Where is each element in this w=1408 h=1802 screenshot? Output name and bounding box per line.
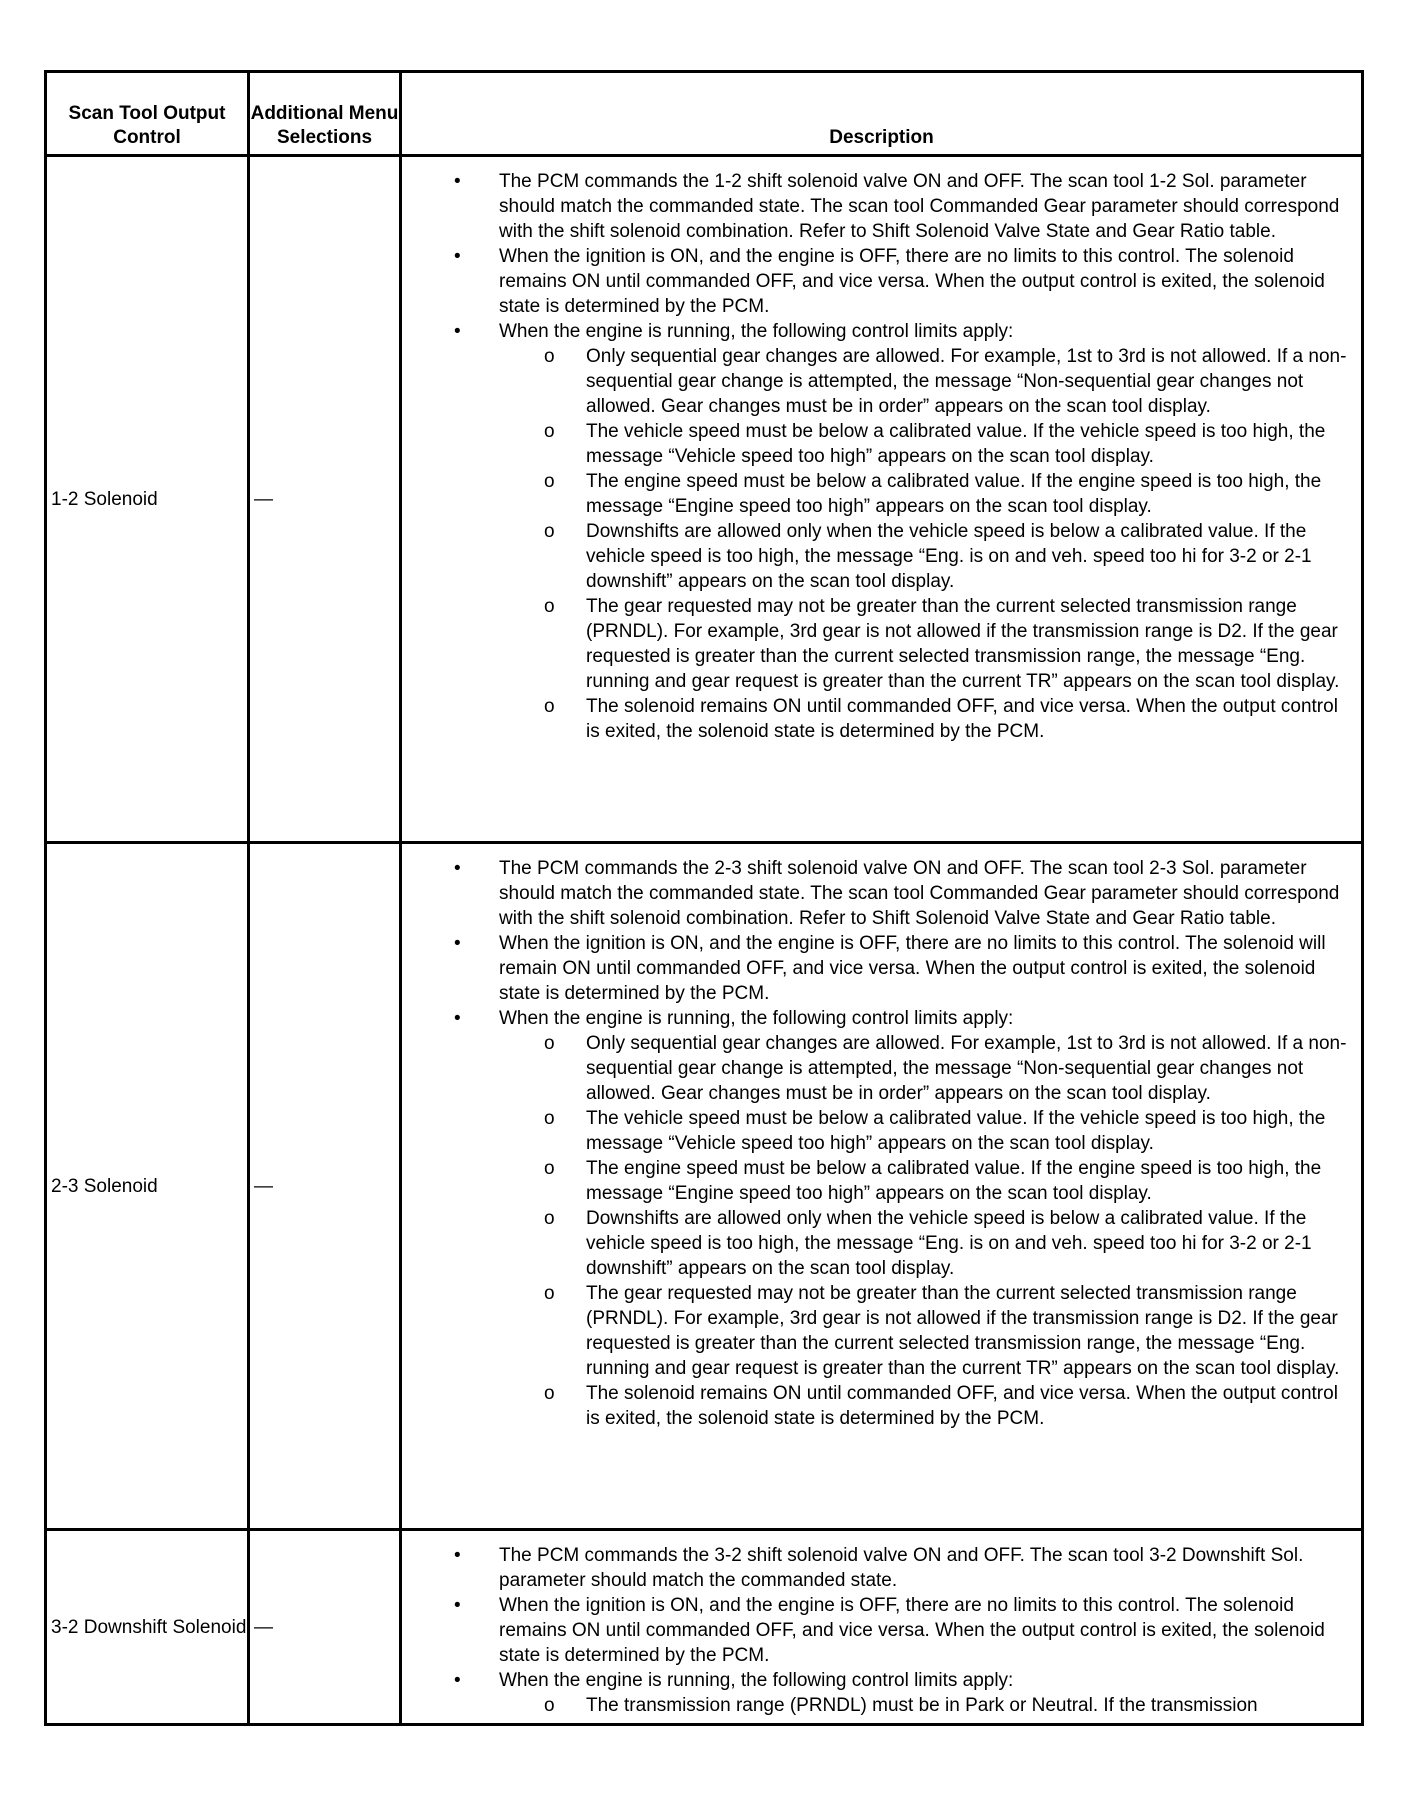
bullet-item xyxy=(402,1006,1353,1431)
sub-bullet-item: o The vehicle speed must be below a calibrated value. If the vehicle speed is too high, the message “Vehicle speed too high” appears on the scan tool display. xyxy=(402,1106,1353,1156)
sub-bullet-item: o The gear requested may not be greater than the current selected transmission range (PRNDL). For example, 3rd gear is not allowed if the transmission range is D2. If the gear requested is greater than the current selected transmission range, the message “Eng. running and gear request is greater than the current TR” appears on the scan tool display. xyxy=(402,1281,1353,1381)
row-description xyxy=(401,843,1363,1530)
row-description xyxy=(401,156,1363,843)
bullet-item: • When the ignition is ON, and the engine is OFF, there are no limits to this control. The solenoid remains ON until commanded OFF, and vice versa. When the output control is exited, the solenoid state is determined by the PCM. xyxy=(402,244,1353,319)
sub-bullet-item: o The transmission range (PRNDL) must be in Park or Neutral. If the transmission xyxy=(402,1693,1353,1718)
sub-bullet-item: o The solenoid remains ON until commanded OFF, and vice versa. When the output control is exited, the solenoid state is determined by the PCM. xyxy=(402,1381,1353,1431)
bullet-text: When the engine is running, the following control limits apply: xyxy=(499,1008,1014,1029)
sub-bullet-item: o The solenoid remains ON until commanded OFF, and vice versa. When the output control is exited, the solenoid state is determined by the PCM. xyxy=(402,694,1353,744)
table-row xyxy=(46,1530,1363,1725)
sub-bullet-item: o The gear requested may not be greater than the current selected transmission range (PRNDL). For example, 3rd gear is not allowed if the transmission range is D2. If the gear requested is greater than the current selected transmission range, the message “Eng. running and gear request is greater than the current TR” appears on the scan tool display. xyxy=(402,594,1353,694)
row-menu: — xyxy=(249,156,401,843)
bullet-item: • When the ignition is ON, and the engine is OFF, there are no limits to this control. The solenoid remains ON until commanded OFF, and vice versa. When the output control is exited, the solenoid state is determined by the PCM. xyxy=(402,1593,1353,1668)
row-description xyxy=(401,1530,1363,1725)
header-output-control: Scan Tool Output Control xyxy=(46,72,249,156)
sub-bullet-item: o The engine speed must be below a calibrated value. If the engine speed is too high, the message “Engine speed too high” appears on the scan tool display. xyxy=(402,469,1353,519)
sub-bullet-item: o The vehicle speed must be below a calibrated value. If the vehicle speed is too high, the message “Vehicle speed too high” appears on the scan tool display. xyxy=(402,419,1353,469)
table-row xyxy=(46,843,1363,1530)
header-menu-selections: Additional Menu Selections xyxy=(249,72,401,156)
row-menu: — xyxy=(249,1530,401,1725)
sub-bullet-item: o Only sequential gear changes are allowed. For example, 1st to 3rd is not allowed. If a non-sequential gear change is attempted, the message “Non-sequential gear changes not allowed. Gear changes must be in order” appears on the scan tool display. xyxy=(402,1031,1353,1106)
row-name: 2-3 Solenoid xyxy=(46,843,249,1530)
bullet-text: When the engine is running, the following control limits apply: xyxy=(499,321,1014,342)
bullet-item: • The PCM commands the 1-2 shift solenoid valve ON and OFF. The scan tool 1-2 Sol. parameter should match the commanded state. The scan tool Commanded Gear parameter should correspond with the shift solenoid combination. Refer to Shift Solenoid Valve State and Gear Ratio table. xyxy=(402,169,1353,244)
row-name: 1-2 Solenoid xyxy=(46,156,249,843)
bullet-item: • When the ignition is ON, and the engine is OFF, there are no limits to this control. The solenoid will remain ON until commanded OFF, and vice versa. When the output control is exited, the solenoid state is determined by the PCM. xyxy=(402,931,1353,1006)
bullet-item xyxy=(402,319,1353,744)
sub-bullet-item: o Only sequential gear changes are allowed. For example, 1st to 3rd is not allowed. If a non-sequential gear change is attempted, the message “Non-sequential gear changes not allowed. Gear changes must be in order” appears on the scan tool display. xyxy=(402,344,1353,419)
table-row xyxy=(46,156,1363,843)
sub-bullet-item: o Downshifts are allowed only when the vehicle speed is below a calibrated value. If the vehicle speed is too high, the message “Eng. is on and veh. speed too hi for 3-2 or 2-1 downshift” appears on the scan tool display. xyxy=(402,519,1353,594)
sub-bullet-item: o Downshifts are allowed only when the vehicle speed is below a calibrated value. If the vehicle speed is too high, the message “Eng. is on and veh. speed too hi for 3-2 or 2-1 downshift” appears on the scan tool display. xyxy=(402,1206,1353,1281)
bullet-item xyxy=(402,1668,1353,1718)
bullet-item: • The PCM commands the 2-3 shift solenoid valve ON and OFF. The scan tool 2-3 Sol. parameter should match the commanded state. The scan tool Commanded Gear parameter should correspond with the shift solenoid combination. Refer to Shift Solenoid Valve State and Gear Ratio table. xyxy=(402,856,1353,931)
output-control-table xyxy=(44,70,1364,1726)
row-name: 3-2 Downshift Solenoid xyxy=(46,1530,249,1725)
row-menu: — xyxy=(249,843,401,1530)
bullet-item: • The PCM commands the 3-2 shift solenoid valve ON and OFF. The scan tool 3-2 Downshift Sol. parameter should match the commanded state. xyxy=(402,1543,1353,1593)
sub-bullet-item: o The engine speed must be below a calibrated value. If the engine speed is too high, the message “Engine speed too high” appears on the scan tool display. xyxy=(402,1156,1353,1206)
bullet-text: When the engine is running, the following control limits apply: xyxy=(499,1670,1014,1691)
header-description: Description xyxy=(401,72,1363,156)
table-header-row xyxy=(46,72,1363,156)
